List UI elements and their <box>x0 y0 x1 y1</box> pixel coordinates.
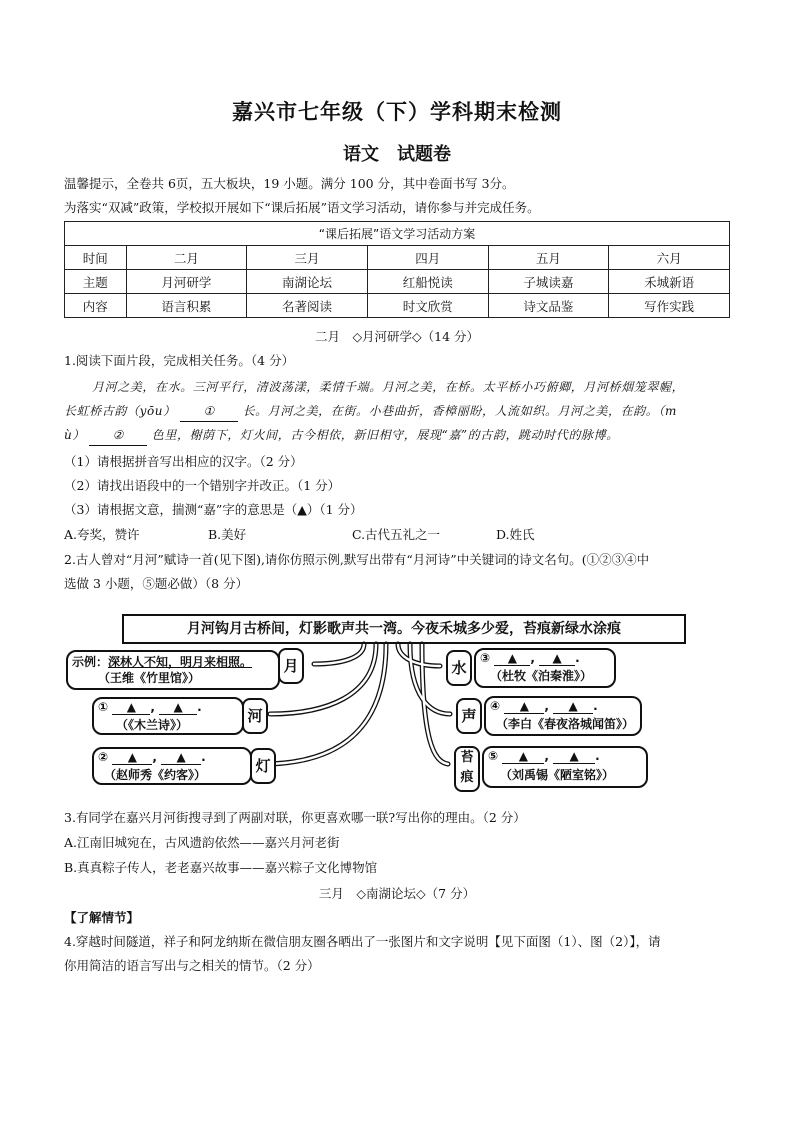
table-row <box>65 270 730 294</box>
table-cell: 南湖论坛 <box>247 270 368 294</box>
poem-item-4: ④ ▲ , ▲ . <box>490 699 598 713</box>
char-sheng: 声 <box>456 698 482 734</box>
example-label: 示例： <box>72 655 109 669</box>
blank-mark[interactable]: ▲ <box>553 749 595 764</box>
table-cell: 写作实践 <box>609 294 730 318</box>
poem-item-source: （《木兰诗》） <box>116 718 189 732</box>
table-caption: “课后拓展”语文学习活动方案 <box>65 222 730 246</box>
answer-blank-2[interactable]: ② <box>89 425 147 446</box>
poem-item-3: ③ ▲ , ▲ . <box>480 651 580 665</box>
option-c[interactable]: C.古代五礼之一 <box>351 527 441 542</box>
item-number: ① <box>98 700 109 714</box>
table-cell: 名著阅读 <box>247 294 368 318</box>
question-4-line-2: 你用简洁的语言写出与之相关的情节。（2 分） <box>64 958 320 973</box>
poem-item-1: ① ▲ , ▲ . <box>98 700 202 714</box>
page-subtitle: 语文 试题卷 <box>343 144 451 165</box>
blank-mark[interactable]: ▲ <box>502 749 544 764</box>
example-line: 深林人不知，明月来相照。 <box>108 655 253 669</box>
activity-plan-table <box>64 221 730 318</box>
poem-item-5: ⑤ ▲ , ▲ . <box>488 749 600 763</box>
table-cell: 时间 <box>65 246 127 270</box>
blank-mark[interactable]: ▲ <box>161 750 201 765</box>
exam-tip: 温馨提示，全卷共 6页，五大板块，19 小题。满分 100 分，其中卷面书写 3分。 <box>64 176 515 191</box>
char-he: 河 <box>242 698 268 734</box>
plot-heading: 【了解情节】 <box>64 910 140 925</box>
item-number: ③ <box>480 651 491 665</box>
passage-text: ù） <box>64 428 85 442</box>
blank-mark[interactable]: ▲ <box>112 750 152 765</box>
question-3-stem: 3.有同学在嘉兴月河街搜寻到了两副对联，你更喜欢哪一联?写出你的理由。（2 分） <box>64 810 526 825</box>
table-cell: 语言积累 <box>126 294 247 318</box>
blank-mark[interactable]: ▲ <box>553 699 593 714</box>
passage-line-3 <box>64 425 744 446</box>
table-cell: 二月 <box>126 246 247 270</box>
question-4-line-1: 4.穿越时间隧道，祥子和阿龙纳斯在微信朋友圈各晒出了一张图片和文字说明【见下面图（1）、图（2）】，请 <box>64 934 661 949</box>
table-cell: 时文欣赏 <box>367 294 488 318</box>
task-intro: 为落实“双减”政策，学校拟开展如下“课后拓展”语文学习活动，请你参与并完成任务。 <box>64 200 540 215</box>
passage-line-1: 月河之美，在水。三河平行，清波荡漾，柔情千端。月河之美，在桥。太平桥小巧俯卿，月河桥烟笼翠幄， <box>92 380 685 394</box>
poem-item-source: （杜牧《泊秦淮》） <box>490 669 593 683</box>
poem-diagram <box>64 602 730 802</box>
table-cell: 红船悦读 <box>367 270 488 294</box>
option-b[interactable]: B.美好 <box>207 527 247 542</box>
char-shui: 水 <box>446 650 472 686</box>
poem-item-source: （刘禹锡《陋室铭》） <box>500 768 615 782</box>
table-cell: 五月 <box>488 246 609 270</box>
question-1-sub-1: （1）请根据拼音写出相应的汉字。（2 分） <box>64 454 303 469</box>
question-1-options <box>64 525 744 545</box>
table-cell: 六月 <box>609 246 730 270</box>
table-cell: 禾城新语 <box>609 270 730 294</box>
table-cell: 三月 <box>247 246 368 270</box>
item-number: ② <box>98 750 109 764</box>
table-cell: 月河研学 <box>126 270 247 294</box>
item-number: ④ <box>490 699 501 713</box>
question-2-line-1: 2.古人曾对“月河”赋诗一首(见下图),请你仿照示例,默写出带有“月河诗”中关键词的诗文名句。(①②③④中 <box>64 552 650 567</box>
question-2-line-2: 选做 3 小题，⑤题必做）（8 分） <box>64 576 249 591</box>
poem-item-source: （赵师秀《约客》） <box>104 768 207 782</box>
poem-item-source: （李白《春夜洛城闻笛》） <box>496 717 635 731</box>
table-cell: 主题 <box>65 270 127 294</box>
table-row <box>65 294 730 318</box>
table-cell: 内容 <box>65 294 127 318</box>
blank-mark[interactable]: ▲ <box>159 700 197 715</box>
char-taihen: 苔痕 <box>454 746 480 792</box>
blank-mark[interactable]: ▲ <box>504 699 544 714</box>
item-number: ⑤ <box>488 749 499 763</box>
passage-line-2 <box>64 401 744 422</box>
passage-text: 色里，榭荫下，灯火间，古今相依，新旧相守，展现“嘉”的古韵，跳动时代的脉博。 <box>151 428 619 442</box>
question-3-option-b[interactable]: B.真真粽子传人，老老嘉兴故事——嘉兴粽子文化博物馆 <box>64 860 378 875</box>
passage-text: 长虹桥古韵（yōu） <box>64 404 176 418</box>
char-yue: 月 <box>278 648 304 684</box>
blank-mark[interactable]: ▲ <box>112 700 150 715</box>
arrow-to-sheng <box>410 644 450 714</box>
passage-text: 长。月河之美，在街。小巷曲折，香樟丽盼，人流如织。月河之美，在韵。（m <box>242 404 677 418</box>
question-1-sub-2: （2）请找出语段中的一个错别字并改正。（1 分） <box>64 478 341 493</box>
table-cell: 四月 <box>367 246 488 270</box>
example-source: （王维《竹里馆》） <box>98 671 201 685</box>
answer-blank-1[interactable]: ① <box>180 401 238 422</box>
question-1-sub-3: （3）请根据文意，揣测“嘉”字的意思是（▲）（1 分） <box>64 502 363 517</box>
question-3-option-a[interactable]: A.江南旧城宛在，古风遗韵依然——嘉兴月河老街 <box>64 835 340 850</box>
table-row <box>65 246 730 270</box>
question-1-stem: 1.阅读下面片段，完成相关任务。（4 分） <box>64 353 295 368</box>
char-deng: 灯 <box>250 748 276 784</box>
poem-item-2: ② ▲ , ▲ . <box>98 750 206 764</box>
option-d[interactable]: D.姓氏 <box>495 527 535 542</box>
option-a[interactable]: A.夸奖，赞许 <box>64 527 140 542</box>
section-march: 三月 ◇南湖论坛◇（7 分） <box>318 886 476 901</box>
section-february: 二月 ◇月河研学◇（14 分） <box>314 329 480 344</box>
table-cell: 子城读嘉 <box>488 270 609 294</box>
table-cell: 诗文品鉴 <box>488 294 609 318</box>
blank-mark[interactable]: ▲ <box>539 651 575 666</box>
poem-box: 月河钩月古桥间，灯影歌声共一湾。今夜禾城多少爱，苔痕新绿水涂痕 <box>122 614 686 644</box>
blank-mark[interactable]: ▲ <box>494 651 530 666</box>
example-text <box>72 653 252 670</box>
page-title: 嘉兴市七年级（下）学科期末检测 <box>232 99 562 124</box>
